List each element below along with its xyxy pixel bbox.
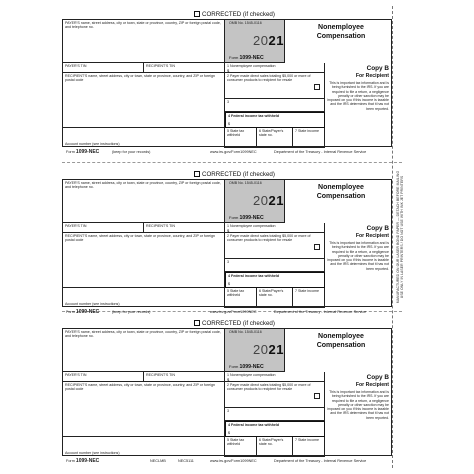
box6-field[interactable]: 6 State/Payer's state no. (257, 288, 293, 308)
payer-label: PAYER'S name, street address, city or town, state or province, country, ZIP or foreign postal code, and telephone no. (65, 21, 221, 30)
box4-field[interactable]: 4 Federal income tax withheld $ (225, 112, 325, 128)
box2-checkbox[interactable] (314, 84, 320, 90)
box5-field[interactable]: 5 State tax withheld (225, 288, 257, 308)
box7-field[interactable]: 7 State income (293, 437, 325, 457)
corrected-checkbox[interactable]: CORRECTED (if checked) (194, 319, 354, 328)
box1-field[interactable]: 1 Nonemployee compensation $ (225, 372, 325, 382)
account-number-field[interactable]: Account number (see instructions) (63, 288, 225, 308)
box5-field[interactable]: 5 State tax withheld (225, 437, 257, 457)
recipient-tin-field[interactable]: RECIPIENT'S TIN (144, 63, 225, 73)
form-copy (62, 10, 392, 157)
payer-tin-field[interactable]: PAYER'S TIN (63, 63, 144, 73)
form-copy (62, 170, 392, 317)
payer-tin-field[interactable]: PAYER'S TIN (63, 372, 144, 382)
form-grid (62, 19, 392, 147)
side-margin-text (396, 0, 404, 474)
tax-year: 2021 (253, 33, 284, 48)
corrected-checkbox[interactable]: CORRECTED (if checked) (194, 170, 354, 179)
box4-field[interactable]: 4 Federal income tax withheld $ (225, 272, 325, 288)
form-copy (62, 319, 392, 466)
form-grid (62, 328, 392, 456)
payer-tin-field[interactable]: PAYER'S TIN (63, 223, 144, 233)
form-title: Nonemployee Compensation (316, 333, 366, 349)
payer-field[interactable]: PAYER'S name, street address, city or town, state or province, country, ZIP or foreign postal code, and telephone no. (63, 180, 225, 223)
box1-field[interactable]: 1 Nonemployee compensation $ (225, 223, 325, 233)
checkbox-icon[interactable] (194, 320, 200, 326)
form-footer: Form 1099-NEC NECLMB NEC5111 www.irs.gov/Form1099NEC Department of the Treasury - Internal Revenue Service (66, 458, 367, 464)
box7-field[interactable]: 7 State income (293, 128, 325, 148)
tax-year: 2021 (253, 342, 284, 357)
form-name: Form 1099-NEC (229, 215, 264, 221)
box2-field[interactable]: 2 Payer made direct sales totaling $5,000 or more of consumer products to recipient for resale (225, 73, 325, 99)
form-grid (62, 179, 392, 307)
box2-checkbox[interactable] (314, 393, 320, 399)
omb-number: OMB No. 1545-0116 (229, 21, 262, 25)
payer-field[interactable]: PAYER'S name, street address, city or town, state or province, country, ZIP or foreign postal code, and telephone no. (63, 329, 225, 372)
copy-b-notice: Copy B For Recipient This is important tax information and is being furnished to the IRS. If you are required to file a return, a negligence penalty or other sanction may be imposed on you if this income is taxable and the IRS determines that it has not been reported. (327, 65, 389, 111)
box3-field[interactable]: 3 (225, 99, 325, 112)
form-footer: Form 1099-NEC (keep for your records) www.irs.gov/Form1099NEC Department of the Treasury - Internal Revenue Service (66, 309, 367, 315)
box1-field[interactable]: 1 Nonemployee compensation $ (225, 63, 325, 73)
form-name: Form 1099-NEC (229, 55, 264, 61)
box5-field[interactable]: 5 State tax withheld (225, 128, 257, 148)
recipient-tin-field[interactable]: RECIPIENT'S TIN (144, 223, 225, 233)
copy-b-notice: Copy B For Recipient This is important tax information and is being furnished to the IRS. If you are required to file a return, a negligence penalty or other sanction may be imposed on you if this income is taxable and the IRS determines that it has not been reported. (327, 225, 389, 271)
omb-number: OMB No. 1545-0116 (229, 330, 262, 334)
box6-field[interactable]: 6 State/Payer's state no. (257, 437, 293, 457)
copy-b-notice: Copy B For Recipient This is important tax information and is being furnished to the IRS. If you are required to file a return, a negligence penalty or other sanction may be imposed on you if this income is taxable and the IRS determines that it has not been reported. (327, 374, 389, 420)
omb-number: OMB No. 1545-0116 (229, 181, 262, 185)
box2-field[interactable]: 2 Payer made direct sales totaling $5,000 or more of consumer products to recipient for resale (225, 382, 325, 408)
box3-field[interactable]: 3 (225, 259, 325, 272)
side-text-line2: USE ONLY IN LASER PRINTERS / DO NOT USE WITH INK JET PRINTERS (400, 175, 404, 299)
box2-field[interactable]: 2 Payer made direct sales totaling $5,000 or more of consumer products to recipient for resale (225, 233, 325, 259)
checkbox-icon[interactable] (194, 11, 200, 17)
form-sheet (62, 0, 392, 474)
box7-field[interactable]: 7 State income (293, 288, 325, 308)
box2-checkbox[interactable] (314, 244, 320, 250)
checkbox-icon[interactable] (194, 171, 200, 177)
account-number-field[interactable]: Account number (see instructions) (63, 437, 225, 457)
form-footer: Form 1099-NEC (keep for your records) www.irs.gov/Form1099NEC Department of the Treasury - Internal Revenue Service (66, 149, 367, 155)
recipient-field[interactable]: RECIPIENT'S name, street address, city or town, state or province, country, and ZIP or foreign postal code (63, 233, 225, 288)
tax-year: 2021 (253, 193, 284, 208)
box4-field[interactable]: 4 Federal income tax withheld $ (225, 421, 325, 437)
account-number-field[interactable]: Account number (see instructions) (63, 128, 225, 148)
form-title: Nonemployee Compensation (316, 24, 366, 40)
form-code: NECLMB (150, 459, 166, 463)
form-code: NEC5111 (178, 459, 194, 463)
box6-field[interactable]: 6 State/Payer's state no. (257, 128, 293, 148)
payer-field[interactable] (63, 20, 225, 63)
form-name: Form 1099-NEC (229, 364, 264, 370)
recipient-field[interactable]: RECIPIENT'S name, street address, city or town, state or province, country, and ZIP or foreign postal code (63, 73, 225, 128)
perforation-line (392, 6, 393, 468)
corrected-checkbox[interactable]: CORRECTED (if checked) (194, 10, 354, 19)
box3-field[interactable]: 3 (225, 408, 325, 421)
recipient-field[interactable]: RECIPIENT'S name, street address, city or town, state or province, country, and ZIP or foreign postal code (63, 382, 225, 437)
recipient-tin-field[interactable]: RECIPIENT'S TIN (144, 372, 225, 382)
side-text-line1: MANUFACTURED ON OUR LASER BOND PAPER — DETACH BEFORE MAILING (396, 170, 400, 304)
form-title: Nonemployee Compensation (316, 184, 366, 200)
